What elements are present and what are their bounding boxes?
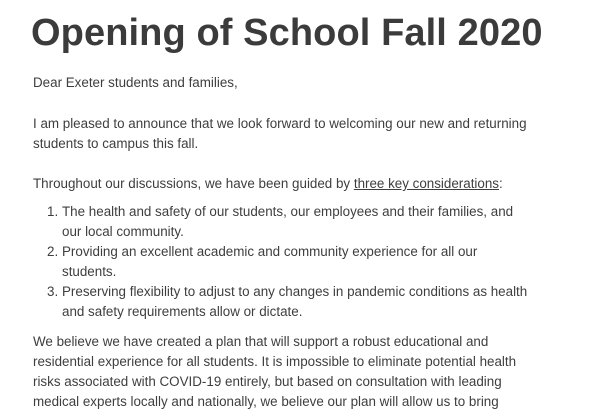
intro-line: I am pleased to announce that we look forward to welcoming our new and returning [33, 116, 527, 131]
plan-line: We believe we have created a plan that will support a robust educational and [33, 334, 489, 349]
list-item-line: Preserving flexibility to adjust to any changes in pandemic conditions as health [62, 284, 528, 299]
plan-paragraph [33, 332, 593, 412]
three-key-considerations-link[interactable]: three key considerations [353, 176, 499, 191]
plan-line: residential experience for all students. It is impossible to eliminate potential health [33, 354, 517, 369]
list-number: 1. [47, 204, 59, 219]
considerations-prefix: Throughout our discussions, we have been guided by [33, 176, 354, 191]
page-title: Opening of School Fall 2020 [31, 12, 543, 54]
list-item-line: Providing an excellent academic and community experience for all our [62, 244, 478, 259]
list-item [33, 202, 593, 242]
intro-line: students to campus this fall. [33, 136, 199, 151]
list-item-line: our local community. [62, 224, 184, 239]
considerations-suffix: : [499, 176, 503, 191]
list-item [33, 242, 593, 282]
list-number: 3. [47, 284, 59, 299]
greeting: Dear Exeter students and families, [33, 75, 238, 90]
list-number: 2. [47, 244, 59, 259]
list-item-line: and safety requirements allow or dictate. [62, 304, 303, 319]
list-item-line: students. [62, 264, 117, 279]
considerations-intro [33, 174, 593, 194]
list-item [33, 282, 593, 322]
considerations-list [33, 202, 593, 322]
list-item-line: The health and safety of our students, our employees and their families, and [62, 204, 514, 219]
plan-line: risks associated with COVID-19 entirely, but based on consultation with leading [33, 374, 502, 389]
intro-paragraph [33, 114, 593, 154]
plan-line: medical experts locally and nationally, we believe our plan will allow us to bring [33, 394, 499, 409]
